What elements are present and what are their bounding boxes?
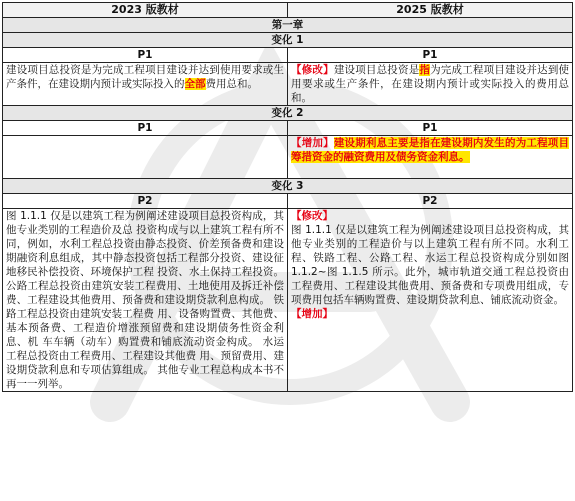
header-2025: 2025 版教材 [288,3,573,18]
highlight-added: 建设期利息主要是指在建设期内发生的为工程项目筹措资金的融资费用及债务资金利息。 [291,137,570,163]
highlight-added: 指 [419,64,431,76]
chapter-row [3,18,573,33]
header-2023: 2023 版教材 [3,3,288,18]
content-row [3,136,573,179]
modify-tag: 【修改】 [291,210,333,222]
page-row [3,194,573,209]
change-1-label: 变化 1 [3,33,573,48]
change-2-left-text [3,136,288,179]
comparison-table [2,2,573,392]
change-2-left-page: P1 [3,121,288,136]
page-row [3,121,573,136]
change-1-right-page: P1 [288,48,573,63]
change-2-right-page: P1 [288,121,573,136]
content-row [3,63,573,106]
change-3-right-text: 【修改】 图 1.1.1 仅是以建筑工程为例阐述建设项目总投资构成，其他专业类别的工程造价与以上建筑工程有所不同。水利工程、铁路工程、公路工程、水运工程总投资构成分别如图 1.1.2~图 1.1.5 所示。此外，城市轨道交通工程总投资由工程费用、工程建设其他费用、预备费和专项费用组成，专项费用包括车辆购置费、建设期贷款利息、铺底流动资金。 【增加】 [288,209,573,392]
content-row [3,209,573,392]
header-row [3,3,573,18]
change-label-row [3,179,573,194]
change-label-row [3,106,573,121]
highlight-deleted: 全部 [184,78,206,90]
modify-tag: 【修改】 [291,64,334,76]
change-2-right-text [288,136,573,179]
change-2-label: 变化 2 [3,106,573,121]
change-1-right-text: 【修改】建设项目总投资是指为完成工程项目建设并达到使用要求或生产条件，在建设期内预计或实际投入的费用总和。 [288,63,573,106]
chapter-title: 第一章 [3,18,573,33]
change-3-left-text: 图 1.1.1 仅是以建筑工程为例阐述建设项目总投资构成，其他专业类别的工程造价及总 投资构成与以上建筑工程有所不同，例如，水利工程总投资由静态投资、价差预备费和建设 期融资利息组成，其中静态投资包括工程部分投资、建设征地移民补偿投资、环境保护工程 投资、水土保持工程投资。 公路工程总投资由建筑安装工程费用、土地使用及拆迁补偿费、工程建设其他费用、预备费和建设期贷款利息构成。 铁路工程总投资由建筑安装工程费 用、设备购置费、其他费、基本预备费、工程造价增涨预留费和建设期债务性资金利息、机 车车辆（动车）购置费和铺底流动资金构成。 水运工程总投资由工程费用、工程建设其他费 用、预留费用、建设期贷款利息和专项估算组成。 其他专业工程总构成本书不再一一列举。 [3,209,288,392]
change-1-left-page: P1 [3,48,288,63]
add-tag: 【增加】 [291,308,333,320]
add-tag: 【增加】 [291,137,334,149]
change-3-right-page: P2 [288,194,573,209]
page-row [3,48,573,63]
change-3-left-page: P2 [3,194,288,209]
change-label-row [3,33,573,48]
change-1-left-text: 建设项目总投资是为完成工程项目建设并达到使用要求或生产条件，在建设期内预计或实际投入的全部费用总和。 [3,63,288,106]
change-3-label: 变化 3 [3,179,573,194]
